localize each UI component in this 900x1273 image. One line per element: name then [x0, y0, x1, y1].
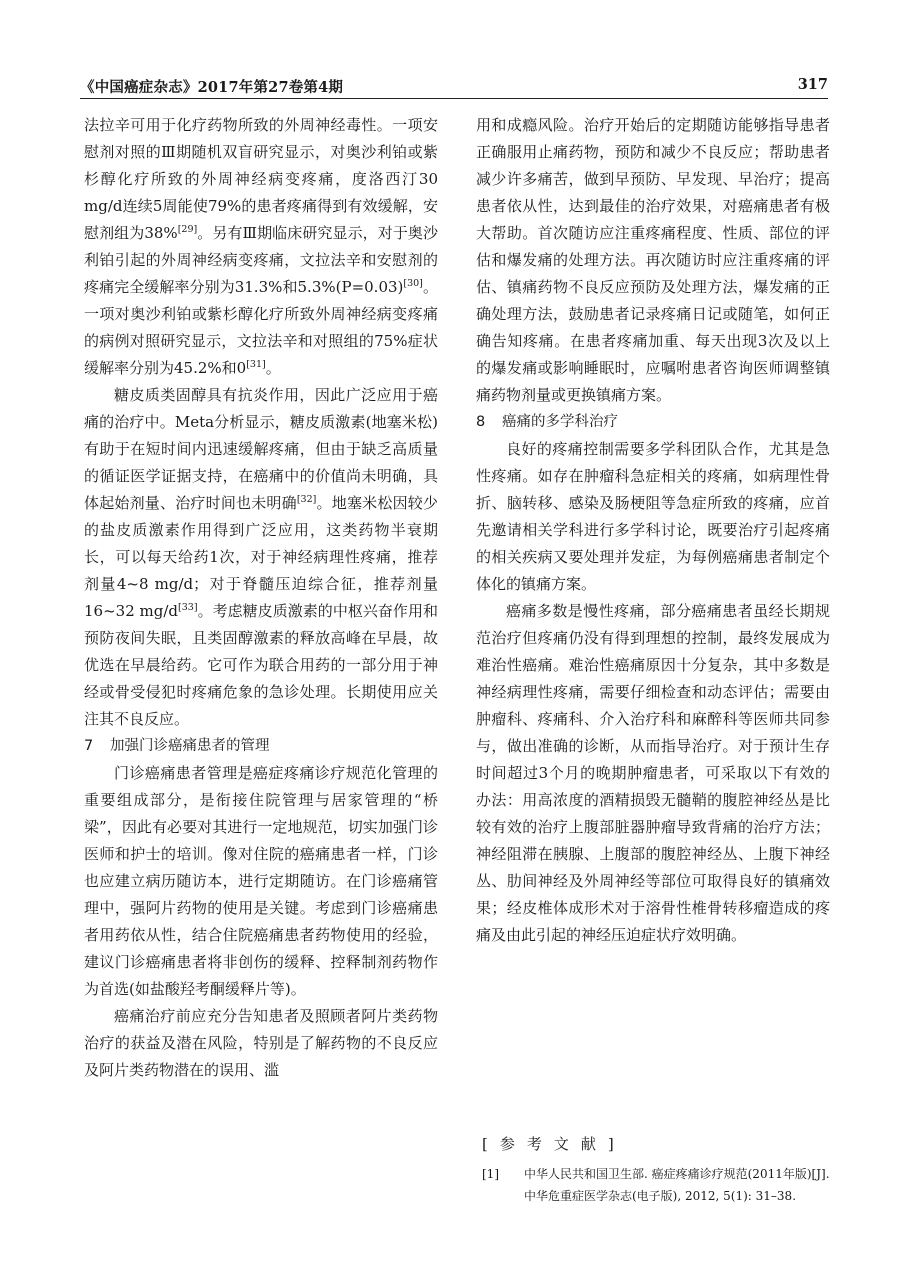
- paragraph-neuropathic-drugs: 法拉辛可用于化疗药物所致的外周神经毒性。一项安慰剂对照的Ⅲ期随机双盲研究显示，对奥沙利铂或紫杉醇化疗所致的外周神经病变疼痛，度洛西汀30 mg/d连续5周能使79%的患者疼痛得到有效缓解，安慰剂组为38%[29]。另有Ⅲ期临床研究显示，对于奥沙利铂引起的外周神经病变疼痛，文拉法辛和安慰剂的疼痛完全缓解率分别为31.3%和5.3%(P=0.03)[30]。一项对奥沙利铂或紫杉醇化疗所致外周神经病变疼痛的病例对照研究显示，文拉法辛和对照组的75%症状缓解率分别为45.2%和0[31]。: [84, 116, 439, 377]
- left-column: [84, 112, 438, 1084]
- paragraph-follow-up: 用和成瘾风险。治疗开始后的定期随访能够指导患者正确服用止痛药物，预防和减少不良反应；帮助患者减少许多痛苦，做到早预防、早发现、早治疗；提高患者依从性，达到最佳的治疗效果，对癌痛患者有极大帮助。首次随访应注重疼痛程度、性质、部位的评估和爆发痛的处理方法。再次随访时应注重疼痛的评估、镇痛药物不良反应预防及处理方法，爆发痛的正确处理方法，鼓励患者记录疼痛日记或随笔，如何正确告知疼痛。在患者疼痛加重、每天出现3次及以上的爆发痛或影响睡眠时，应嘱咐患者咨询医师调整镇痛药物剂量或更换镇痛方案。: [476, 116, 830, 404]
- section-heading-7: 7 加强门诊癌痛患者的管理: [84, 738, 270, 754]
- paragraph-refractory-pain: 癌痛多数是慢性疼痛，部分癌痛患者虽经长期规范治疗但疼痛仍没有得到理想的控制，最终发展成为难治性癌痛。难治性癌痛原因十分复杂，其中多数是神经病理性疼痛，需要仔细检查和动态评估；需要由肿瘤科、疼痛科、介入治疗科和麻醉科等医师共同参与，做出准确的诊断，从而指导治疗。对于预计生存时间超过3个月的晚期肿瘤患者，可采取以下有效的办法：用高浓度的酒精损毁无髓鞘的腹腔神经丛是比较有效的治疗上腹部脏器肿瘤导致背痛的治疗方法；神经阻滞在胰腺、上腹部的腹腔神经丛、上腹下神经丛、肋间神经及外周神经等部位可取得良好的镇痛效果；经皮椎体成形术对于溶骨性椎骨转移瘤造成的疼痛及由此引起的神经压迫症状疗效明确。: [476, 602, 830, 944]
- citation[interactable]: [31]: [246, 359, 266, 370]
- journal-title: 《中国癌症杂志》2017年第27卷第4期: [80, 79, 344, 96]
- references-title: [参考文献]: [482, 1135, 626, 1153]
- paragraph-corticosteroids: 糖皮质类固醇具有抗炎作用，因此广泛应用于癌痛的治疗中。Meta分析显示，糖皮质激素(地塞米松)有助于在短时间内迅速缓解疼痛，但由于缺乏高质量的循证医学证据支持，在癌痛中的价值尚未明确，具体起始剂量、治疗时间也未明确[32]。地塞米松因较少的盐皮质激素作用得到广泛应用，这类药物半衰期长，可以每天给药1次，对于神经病理性疼痛，推荐剂量4~8 mg/d；对于脊髓压迫综合征，推荐剂量16~32 mg/d[33]。考虑糖皮质激素的中枢兴奋作用和预防夜间失眠，且类固醇激素的释放高峰在早晨，故优选在早晨给药。它可作为联合用药的一部分用于神经或骨受侵犯时疼痛危象的急诊处理。长期使用应关注其不良反应。: [84, 386, 438, 728]
- section-heading-8: 8 癌痛的多学科治疗: [476, 414, 618, 430]
- citation[interactable]: [30]: [403, 278, 423, 289]
- paragraph-outpatient-management: 门诊癌痛患者管理是癌症疼痛诊疗规范化管理的重要组成部分，是衔接住院管理与居家管理的“桥梁”，因此有必要对其进行一定地规范，切实加强门诊医师和护士的培训。像对住院的癌痛患者一样，门诊也应建立病历随访本，进行定期随访。在门诊癌痛管理中，强阿片药物的使用是关键。考虑到门诊癌痛患者用药依从性，结合住院癌痛患者药物使用的经验，建议门诊癌痛患者将非创伤的缓释、控释制剂药物作为首选(如盐酸羟考酮缓释片等)。: [84, 764, 438, 998]
- citation[interactable]: [32]: [296, 494, 317, 505]
- paragraph-multidisciplinary: 良好的疼痛控制需要多学科团队合作，尤其是急性疼痛。如存在肿瘤科急症相关的疼痛，如病理性骨折、脑转移、感染及肠梗阻等急症所致的疼痛，应首先邀请相关学科进行多学科讨论，既要治疗引起疼痛的相关疾病又要处理并发症，为每例癌痛患者制定个体化的镇痛方案。: [476, 440, 830, 593]
- running-header: [80, 76, 828, 99]
- citation[interactable]: [29]: [177, 224, 198, 235]
- reference-text: 中华人民共和国卫生部. 癌症疼痛诊疗规范(2011年版)[J]. 中华危重症医学杂志(电子版), 2012, 5(1): 31–38.: [524, 1167, 830, 1203]
- reference-number: [1]: [482, 1167, 499, 1181]
- paragraph-informed-consent: 癌痛治疗前应充分告知患者及照顾者阿片类药物治疗的获益及潜在风险，特别是了解药物的不良反应及阿片类药物潜在的误用、滥: [84, 1007, 438, 1079]
- page-number: 317: [797, 76, 828, 93]
- citation[interactable]: [33]: [178, 602, 198, 613]
- right-column: [476, 112, 830, 949]
- reference-item: [482, 1163, 842, 1207]
